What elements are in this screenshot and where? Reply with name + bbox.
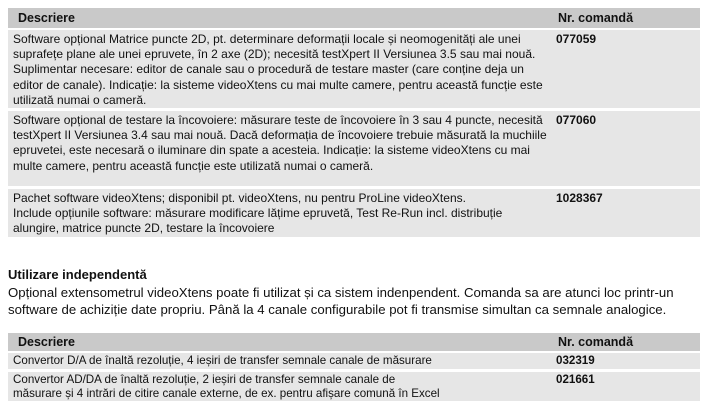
table-row xyxy=(8,370,700,402)
column-header-description: Descriere xyxy=(8,333,548,352)
table-header-row xyxy=(8,8,700,29)
description-cell: Software opțional de testare la încovoiere: măsurare teste de încovoiere în 3 sau 4 puncte, necesită testXpert II Versiunea 3.4 sau mai nouă. Dacă deformația de încovoiere trebuie măsurată la muchiile epruvetei, este necesară o iluminare din spate a acesteia. Indicație: la sisteme videoXtens cu mai multe camere, pentru această funcție este utilizată numai o cameră. xyxy=(8,110,548,188)
accessories-table xyxy=(8,8,700,240)
order-number-cell: 077059 xyxy=(548,29,700,110)
description-cell: Convertor D/A de înaltă rezoluție, 4 ieșiri de transfer semnale canale de măsurare xyxy=(8,352,548,370)
description-cell: Pachet software videoXtens; disponibil pt. videoXtens, nu pentru ProLine videoXtens. Include opțiunile software: măsurare modificare lățime epruvetă, Test Re-Run incl. distribuție alungire, matrice puncte 2D, testare la încovoiere xyxy=(8,188,548,239)
order-number-cell: 021661 xyxy=(548,370,700,402)
table-row xyxy=(8,188,700,239)
section-heading: Utilizare independentă xyxy=(8,267,147,282)
section-paragraph: Opțional extensometrul videoXtens poate fi utilizat și ca sistem indenpendent. Comanda sa are atunci loc printr-un software de achiziție date propriu. Până la 4 canale configurabile pot fi transmise simultan ca semnale analogice. xyxy=(8,285,674,317)
order-number-cell: 077060 xyxy=(548,110,700,188)
column-header-order-number: Nr. comandă xyxy=(548,333,700,352)
column-header-order-number: Nr. comandă xyxy=(548,8,700,29)
column-header-description: Descriere xyxy=(8,8,548,29)
table-header-row xyxy=(8,333,700,352)
table-row xyxy=(8,110,700,188)
description-cell: Software opțional Matrice puncte 2D, pt. determinare deformații locale și neomogenități ale unei suprafețe plane ale unei epruvete, în 2 axe (2D); necesită testXpert II Versiunea 3.5 sau mai nouă. Suplimentar necesare: editor de canale sau o procedură de testare master (care conține deja un editor de canale). Indicație: la sisteme videoXtens cu mai multe camere, pentru această funcție este utilizată numai o cameră. xyxy=(8,29,548,110)
order-number-cell: 1028367 xyxy=(548,188,700,239)
order-number-cell: 032319 xyxy=(548,352,700,370)
table-row xyxy=(8,29,700,110)
description-cell: Convertor AD/DA de înaltă rezoluție, 2 ieșiri de transfer semnale canale de măsurare și 4 intrări de citire canale externe, de ex. pentru afișare comună în Excel xyxy=(8,370,548,402)
table-row xyxy=(8,352,700,370)
converters-table xyxy=(8,333,700,404)
